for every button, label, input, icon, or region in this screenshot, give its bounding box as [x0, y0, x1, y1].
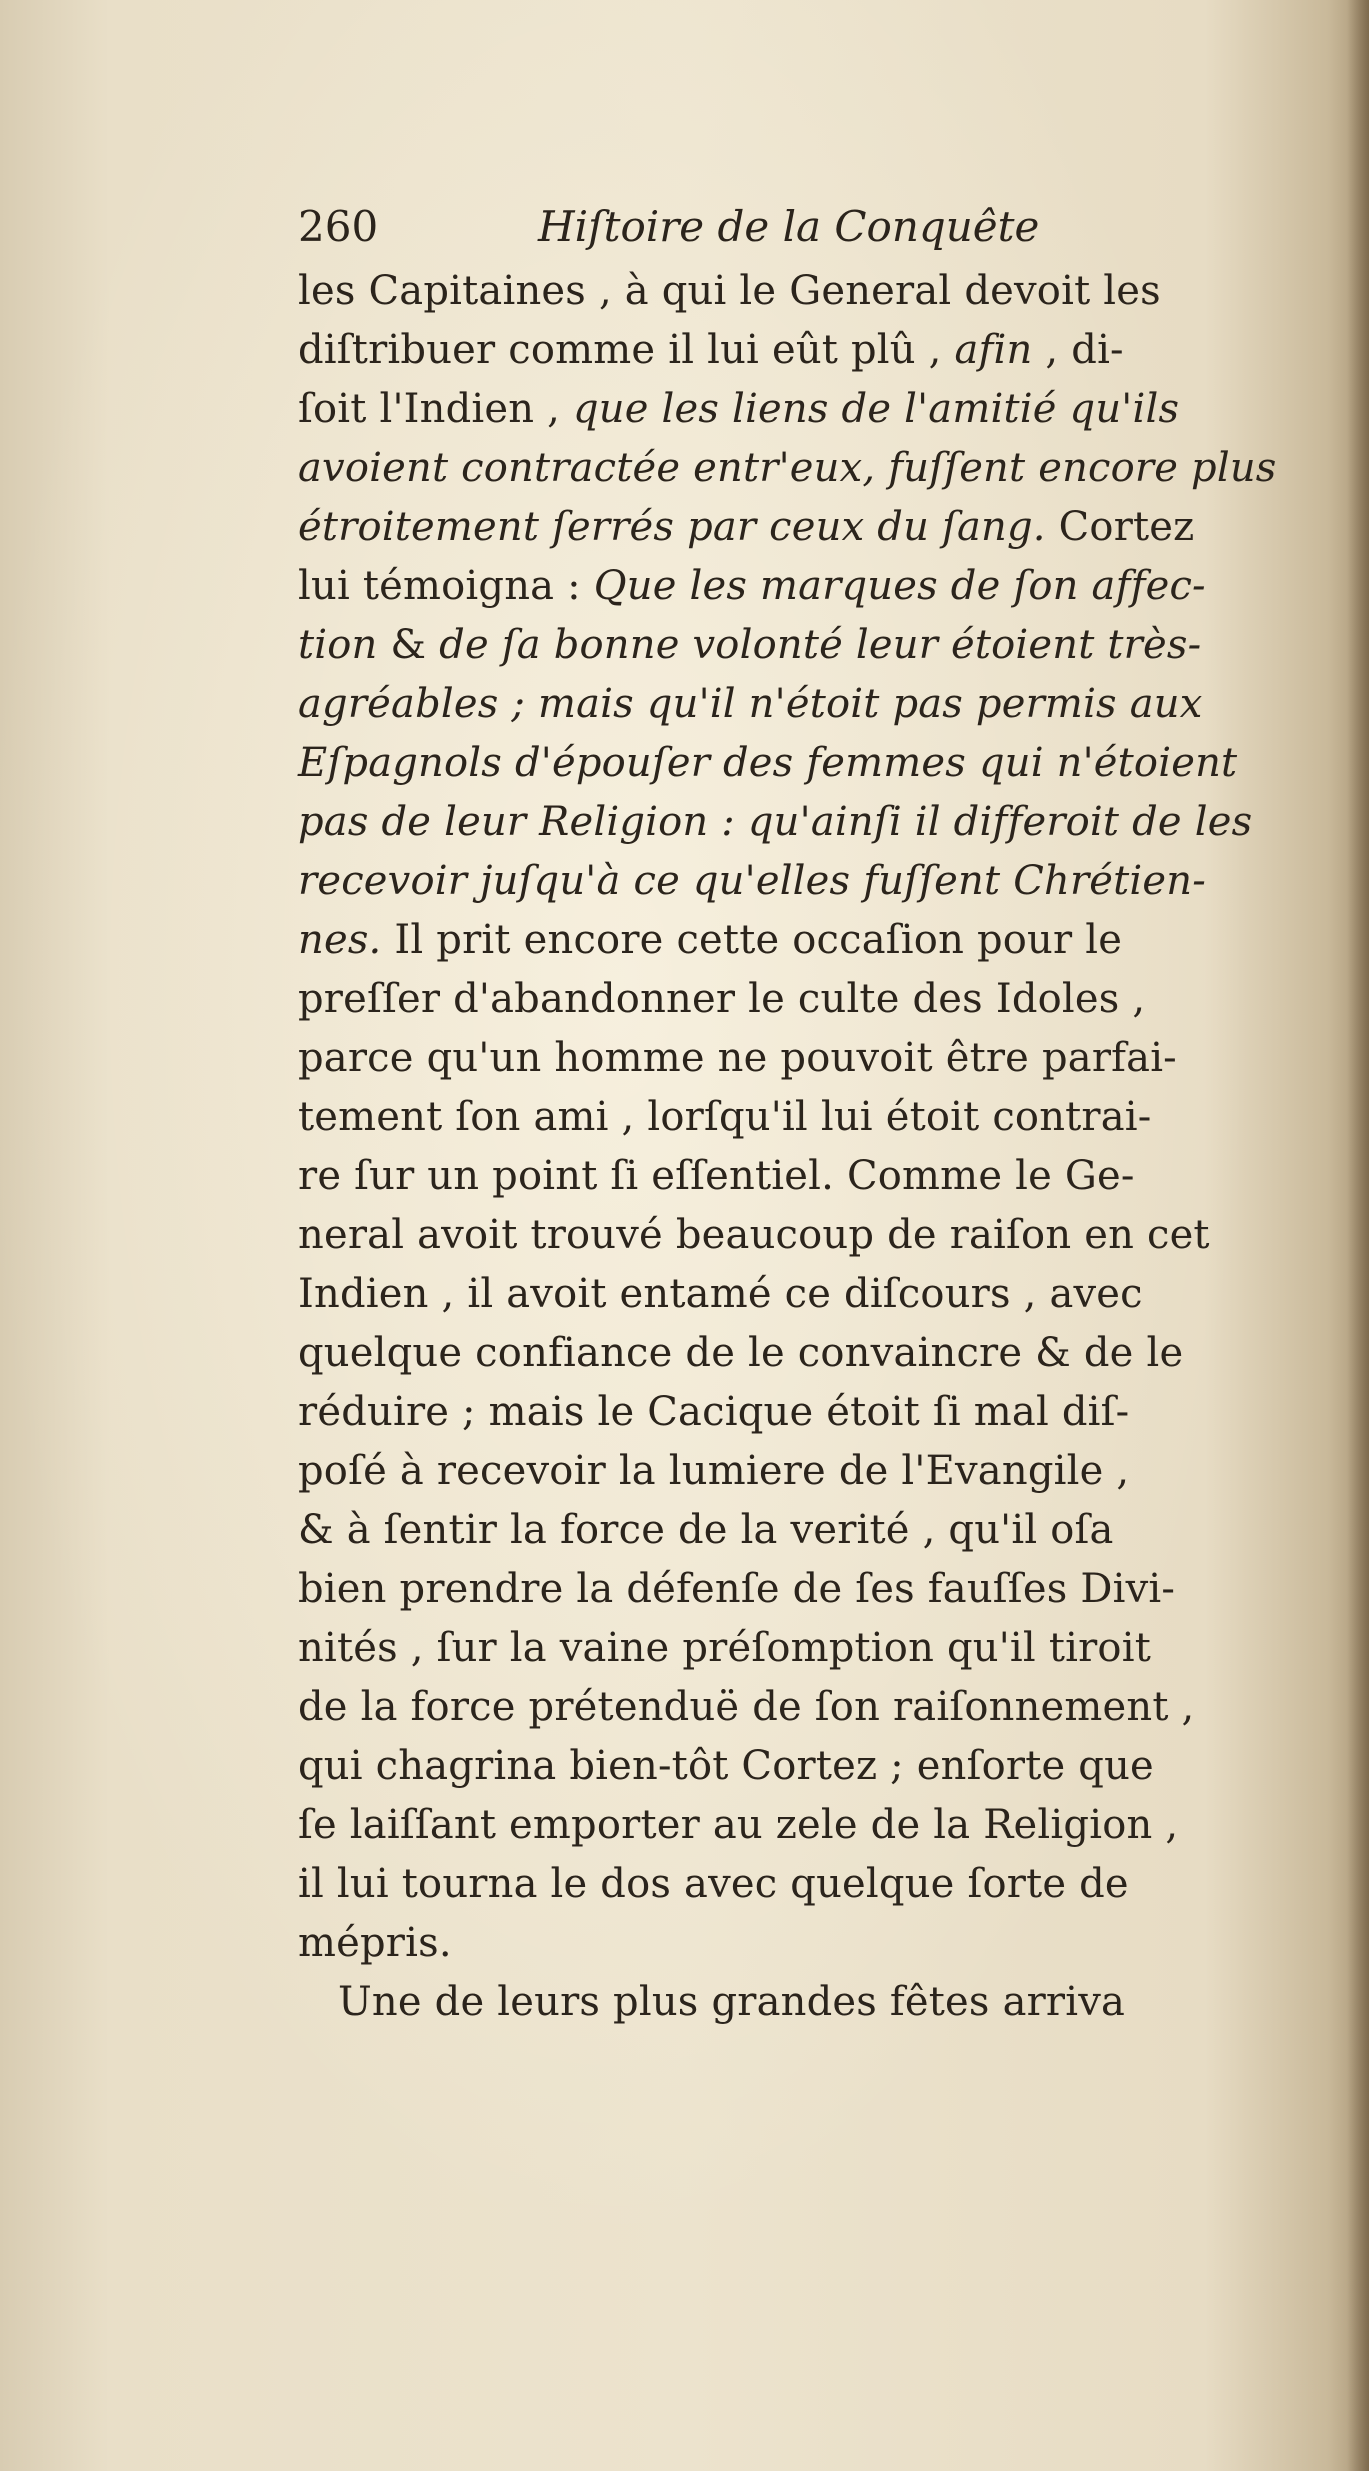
text-line [298, 321, 1338, 380]
text-line [298, 1265, 1338, 1324]
body-text [298, 262, 1338, 2032]
text-line [298, 1737, 1338, 1796]
roman-run: Cortez [1045, 504, 1195, 550]
text-line [298, 1147, 1338, 1206]
italic-run: pas de leur Religion : qu'ainſi il differoit de les [298, 799, 1253, 845]
roman-run: il lui tourna le dos avec quelque ſorte de [298, 1861, 1129, 1907]
roman-run: nités , ſur la vaine préſomption qu'il tiroit [298, 1625, 1151, 1671]
text-line [298, 1973, 1338, 2032]
italic-run: recevoir juſqu'à ce qu'elles fuſſent Chrétien- [298, 858, 1206, 904]
italic-run: nes. [298, 917, 382, 963]
roman-run: lui témoigna : [298, 563, 594, 609]
roman-run: , di- [1032, 327, 1124, 373]
text-line [298, 1796, 1338, 1855]
page-text-block [298, 192, 1338, 2032]
text-line [298, 1442, 1338, 1501]
roman-run: qui chagrina bien-tôt Cortez ; enſorte que [298, 1743, 1154, 1789]
text-line [298, 1206, 1338, 1265]
running-title: Hiſtoire de la Conquête [538, 202, 1040, 251]
italic-run: afin [954, 327, 1033, 373]
text-line [298, 616, 1338, 675]
italic-run: Que les marques de ſon affec- [593, 563, 1206, 609]
text-line [298, 262, 1338, 321]
text-line [298, 970, 1338, 1029]
text-line [298, 498, 1338, 557]
italic-run: Eſpagnols d'épouſer des femmes qui n'étoient [298, 740, 1238, 786]
roman-run: réduire ; mais le Cacique étoit ſi mal diſ- [298, 1389, 1130, 1435]
italic-run: tion [298, 622, 378, 668]
page-number: 260 [298, 202, 379, 251]
roman-run: Une de leurs plus grandes fêtes arriva [338, 1979, 1126, 2025]
text-line [298, 1383, 1338, 1442]
roman-run: tement ſon ami , lorſqu'il lui étoit contrai- [298, 1094, 1152, 1140]
italic-run: avoient contractée entr'eux, fuſſent encore plus [298, 445, 1277, 491]
roman-run: re ſur un point ſi eſſentiel. Comme le Ge- [298, 1153, 1135, 1199]
text-line [298, 911, 1338, 970]
italic-run: étroitement ſerrés par ceux du ſang. [298, 504, 1046, 550]
text-line [298, 1619, 1338, 1678]
roman-run: de la force prétenduë de ſon raiſonnement , [298, 1684, 1195, 1730]
roman-run: & à ſentir la force de la verité , qu'il oſa [298, 1507, 1114, 1553]
roman-run: poſé à recevoir la lumiere de l'Evangile , [298, 1448, 1130, 1494]
text-line [298, 1678, 1338, 1737]
roman-run: preſſer d'abandonner le culte des Idoles , [298, 976, 1146, 1022]
italic-run: que les liens de l'amitié qu'ils [573, 386, 1180, 432]
roman-run: ſoit l'Indien , [298, 386, 573, 432]
roman-run: diſtribuer comme il lui eût plû , [298, 327, 955, 373]
roman-run: quelque confiance de le convaincre & de le [298, 1330, 1184, 1376]
text-line [298, 675, 1338, 734]
roman-run: mépris. [298, 1920, 452, 1966]
text-line [298, 734, 1338, 793]
text-line [298, 1324, 1338, 1383]
text-line [298, 439, 1338, 498]
roman-run: Indien , il avoit entamé ce diſcours , avec [298, 1271, 1143, 1317]
running-head [298, 192, 1338, 262]
text-line [298, 852, 1338, 911]
roman-run: Il prit encore cette occaſion pour le [381, 917, 1123, 963]
text-line [298, 793, 1338, 852]
text-line [298, 1088, 1338, 1147]
text-line [298, 380, 1338, 439]
roman-run: les Capitaines , à qui le General devoit les [298, 268, 1161, 314]
italic-run: agréables ; mais qu'il n'étoit pas permis aux [298, 681, 1203, 727]
roman-run: bien prendre la défenſe de ſes fauſſes Divi- [298, 1566, 1176, 1612]
roman-run: ſe laiſſant emporter au zele de la Religion , [298, 1802, 1179, 1848]
text-line [298, 1501, 1338, 1560]
text-line [298, 1855, 1338, 1914]
italic-run: de ſa bonne volonté leur étoient très- [439, 622, 1202, 668]
roman-run: & [377, 622, 440, 668]
text-line [298, 1914, 1338, 1973]
page-edge-shadow [1347, 0, 1369, 2471]
text-line [298, 1560, 1338, 1619]
text-line [298, 1029, 1338, 1088]
text-line [298, 557, 1338, 616]
roman-run: parce qu'un homme ne pouvoit être parfai- [298, 1035, 1177, 1081]
roman-run: neral avoit trouvé beaucoup de raiſon en cet [298, 1212, 1210, 1258]
